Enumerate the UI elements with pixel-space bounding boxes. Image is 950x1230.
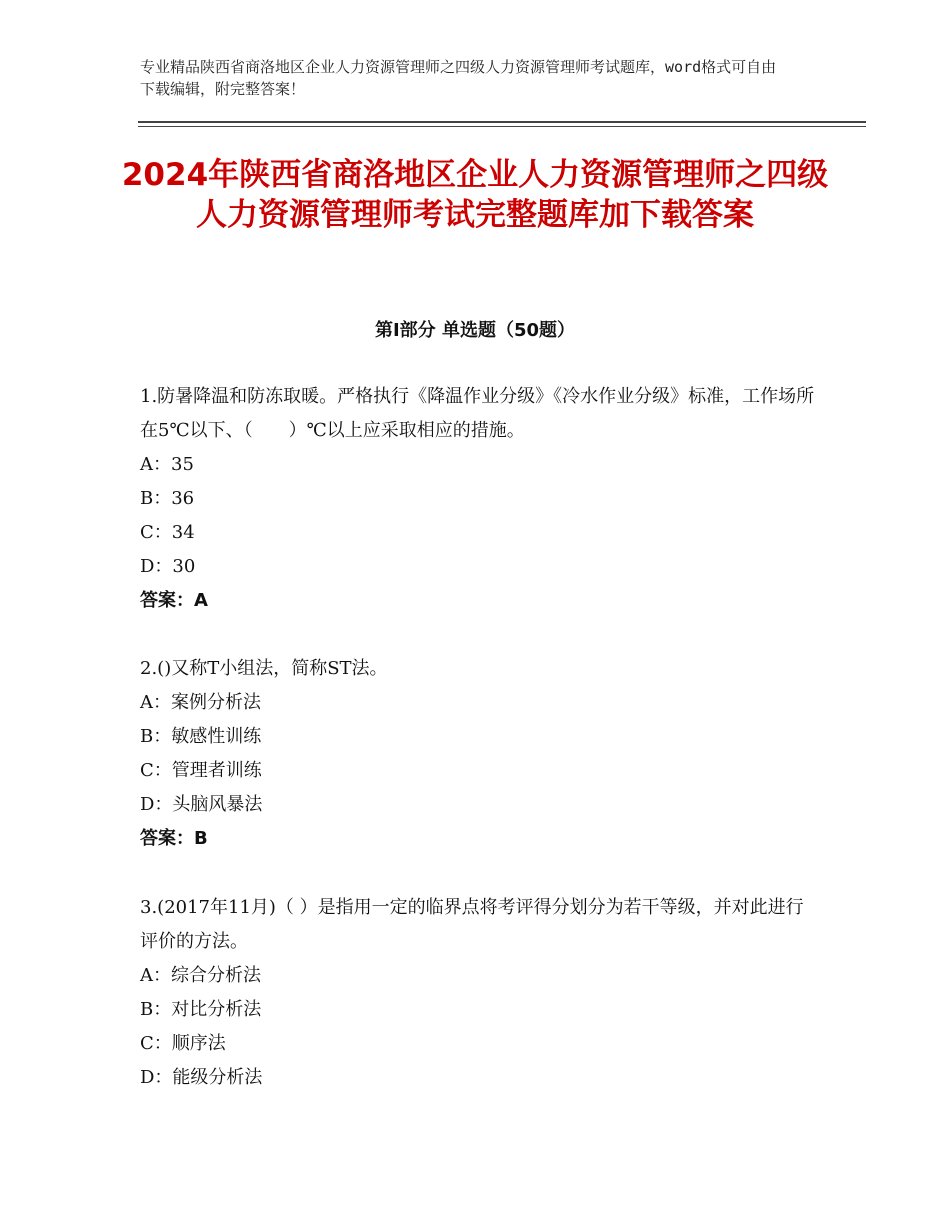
option-d: D：30 [140, 556, 196, 577]
question-text: 3.(2017年11月)（ ）是指用一定的临界点将考评得分划分为若干等级，并对此进行评价的方法。 [140, 897, 804, 952]
option-a: A：案例分析法 [140, 692, 261, 713]
option-c: C：管理者训练 [140, 760, 262, 781]
question-text: 2.()又称T小组法，简称ST法。 [140, 658, 388, 679]
question-text: 1.防暑降温和防冻取暖。严格执行《降温作业分级》《冷水作业分级》标准，工作场所在5℃以下、（ ）℃以上应采取相应的措施。 [140, 386, 815, 441]
header-rule-thick [138, 121, 866, 123]
option-c: C：34 [140, 522, 195, 543]
answer: 答案：A [140, 590, 208, 611]
option-a: A：综合分析法 [140, 965, 261, 986]
section-title: 第Ⅰ部分 单选题（50题） [374, 320, 575, 341]
question-3 [140, 891, 820, 1095]
question-2 [140, 652, 820, 856]
option-d: D：能级分析法 [140, 1067, 263, 1088]
option-c: C：顺序法 [140, 1033, 226, 1054]
question-1 [140, 380, 820, 618]
option-d: D：头脑风暴法 [140, 794, 263, 815]
document-title: 2024年陕西省商洛地区企业人力资源管理师之四级人力资源管理师考试完整题库加下载答案 [121, 157, 829, 233]
header-rule-thin [138, 126, 866, 127]
option-a: A：35 [140, 454, 194, 475]
header-note: 专业精品陕西省商洛地区企业人力资源管理师之四级人力资源管理师考试题库，word格式可自由下载编辑，附完整答案！ [140, 58, 777, 98]
answer: 答案：B [140, 828, 208, 849]
option-b: B：对比分析法 [140, 999, 262, 1020]
option-b: B：36 [140, 488, 195, 509]
option-b: B：敏感性训练 [140, 726, 262, 747]
